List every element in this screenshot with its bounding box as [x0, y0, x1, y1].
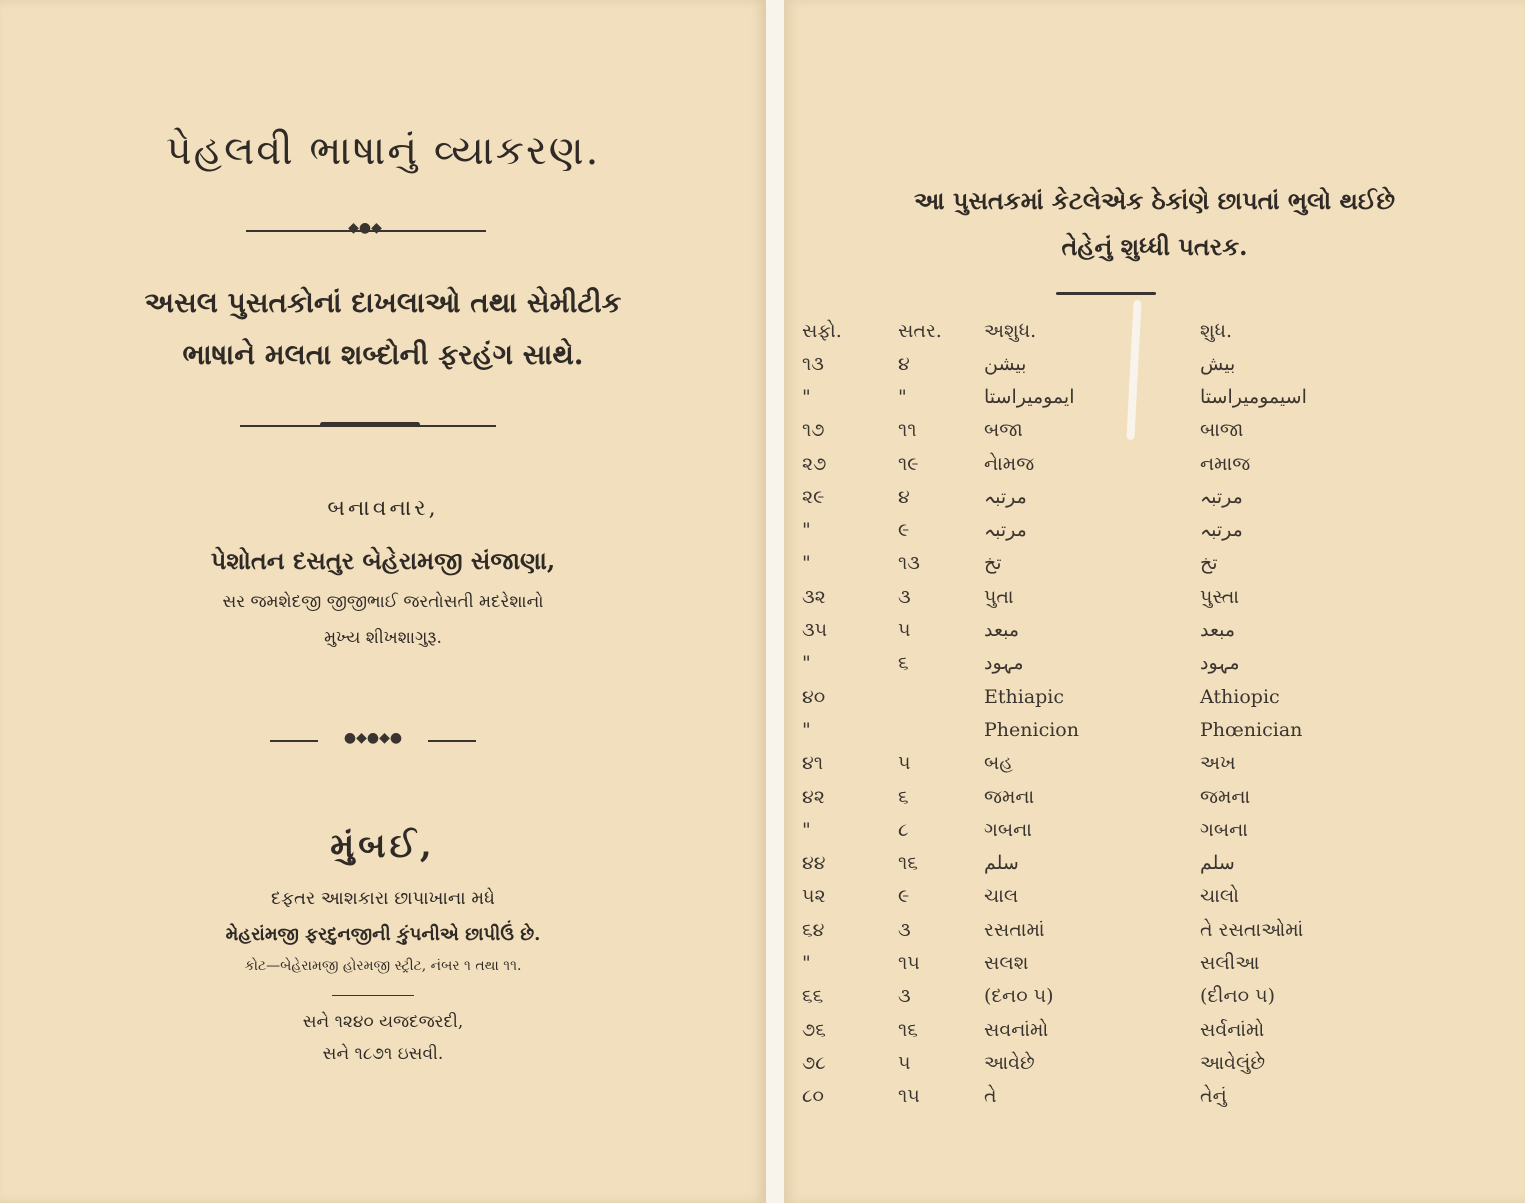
errata-row [802, 1013, 1500, 1046]
cell-line: ૯ [898, 885, 910, 908]
cell-correct: تخ [1200, 552, 1218, 575]
cell-line: ૫ [898, 752, 911, 775]
cell-correct: બાજા [1200, 419, 1244, 442]
cell-line: ૪ [898, 352, 910, 375]
right-page [784, 0, 1525, 1203]
cell-correct: بیش [1200, 352, 1236, 375]
cell-page: ૫૨ [802, 885, 826, 908]
cell-correct: Phœnician [1200, 718, 1303, 741]
errata-row [802, 946, 1500, 979]
cell-page: ૭૬ [802, 1018, 826, 1041]
cell-incorrect: ایمومیراستا [984, 385, 1075, 408]
author-role-line-1: સર જમશેદજી જીજીભાઈ જરતોસતી મદરેશાનો [222, 592, 544, 612]
date-line-1: સને ૧૨૪૦ યજદજરદી, [302, 1012, 464, 1032]
errata-row [802, 747, 1500, 780]
cell-incorrect: بیشن [984, 352, 1027, 375]
errata-row [802, 547, 1500, 580]
cell-page: ૪૦ [802, 685, 826, 708]
cell-page: " [802, 652, 811, 675]
page-gutter [766, 0, 784, 1203]
cell-line: ૩ [898, 585, 911, 608]
cell-correct: તે રસતાઓમાં [1200, 918, 1304, 941]
subtitle-line-1: અસલ પુસતકોનાં દાખલાઓ તથા સેમીટીક [144, 286, 622, 319]
cell-line: ૩ [898, 918, 911, 941]
cell-correct: પુસ્તા [1200, 585, 1239, 608]
errata-row [802, 414, 1500, 447]
cell-correct: નમાજ [1200, 452, 1251, 475]
header-correct: શુધ. [1200, 319, 1233, 342]
cell-page: ૧૭ [802, 419, 825, 442]
cell-page: ૬૬ [802, 985, 824, 1008]
header-line: સતર. [898, 319, 942, 342]
cell-correct: ગબના [1200, 818, 1248, 841]
errata-row [802, 613, 1500, 646]
cell-page: ૭૮ [802, 1051, 826, 1074]
cell-incorrect: مرتبہ [984, 485, 1027, 508]
cell-page: " [802, 519, 811, 542]
cell-incorrect: બહ [984, 752, 1013, 775]
cell-page: ૨૭ [802, 452, 827, 475]
errata-row [802, 680, 1500, 713]
cell-page: " [802, 552, 811, 575]
author-role-line-2: મુખ્ય શીખશાગુરૂ. [324, 628, 442, 648]
cell-page: ૮૦ [802, 1085, 824, 1108]
cell-correct: سلم [1200, 852, 1235, 875]
author-divider-ornament: ●◆●◆● [318, 730, 428, 746]
errata-heading-line-2: તેહેનું શુધ્ધી પતરક. [1061, 232, 1248, 261]
cell-correct: અખ [1200, 752, 1236, 775]
imprint-divider [332, 995, 414, 996]
cell-line [898, 680, 984, 713]
cell-incorrect: પુતા [984, 585, 1014, 608]
cell-incorrect: તે [984, 1085, 997, 1108]
cell-correct: જમના [1200, 785, 1251, 808]
errata-row [802, 780, 1500, 813]
cell-page: ૩૫ [802, 619, 828, 642]
cell-page: " [802, 951, 811, 974]
errata-row [802, 713, 1500, 746]
cell-line: ૮ [898, 818, 909, 841]
cell-incorrect: ચાલ [984, 885, 1019, 908]
cell-page: ૪૧ [802, 752, 824, 775]
cell-incorrect: تخ [984, 552, 1002, 575]
cell-incorrect: (દન૦ ૫) [984, 985, 1054, 1008]
cell-incorrect: આવેછે [984, 1051, 1035, 1074]
cell-correct: (દીન૦ ૫) [1200, 985, 1275, 1008]
subtitle-divider-thick [320, 422, 420, 427]
author-label: બનાવનાર, [327, 496, 439, 521]
cell-incorrect: Phenicion [984, 718, 1079, 741]
printer-address: કોટ—બેહેરામજી હોરમજી સ્ટ્રીટ, નંબર ૧ તથા ૧૧. [244, 958, 522, 974]
cell-incorrect: નેામજ [984, 452, 1035, 475]
cell-correct: Athiopic [1200, 685, 1280, 708]
errata-row [802, 980, 1500, 1013]
cell-line: ૯ [898, 519, 910, 542]
errata-row [802, 580, 1500, 613]
cell-page: ૧૩ [802, 352, 824, 375]
header-page: સફો. [802, 319, 842, 342]
cell-correct: اسیمومیراستا [1200, 385, 1307, 408]
cell-line: ૫ [898, 619, 911, 642]
date-line-2: સને ૧૮૭૧ ઇસવી. [322, 1044, 444, 1064]
errata-row [802, 480, 1500, 513]
cell-correct: આવેલુંછે [1200, 1051, 1266, 1074]
cell-incorrect: સલશ [984, 951, 1029, 974]
cell-correct: તેનું [1200, 1085, 1227, 1108]
cell-incorrect: જમના [984, 785, 1035, 808]
errata-header-row [802, 314, 1500, 347]
errata-row [802, 513, 1500, 546]
errata-row [802, 647, 1500, 680]
errata-row [802, 447, 1500, 480]
cell-page: ૩૨ [802, 585, 826, 608]
cell-correct: ચાલો [1200, 885, 1239, 908]
cell-incorrect: سلم [984, 852, 1019, 875]
cell-line: ૧૫ [898, 1085, 920, 1108]
cell-incorrect: રસતામાં [984, 918, 1045, 941]
cell-incorrect: مرتبہ [984, 519, 1027, 542]
cell-incorrect: مبعد [984, 619, 1020, 642]
cell-line: ૧૬ [898, 1018, 918, 1041]
cell-line: ૧૫ [898, 951, 920, 974]
cell-correct: સર્વનાંમો [1200, 1018, 1265, 1041]
title-divider-ornament: ◆●◆ [348, 220, 382, 236]
cell-correct: مہود [1200, 652, 1240, 675]
errata-row [802, 380, 1500, 413]
errata-row [802, 1080, 1500, 1113]
errata-divider [1056, 292, 1156, 295]
book-title: પેહલવી ભાષાનું વ્યાકરણ. [165, 128, 601, 174]
cell-page: ૨૯ [802, 485, 825, 508]
cell-correct: مرتبہ [1200, 485, 1243, 508]
cell-incorrect: مہود [984, 652, 1024, 675]
cell-line: ૧૯ [898, 452, 919, 475]
cell-correct: સલીઆ [1200, 951, 1260, 974]
cell-correct: مبعد [1200, 619, 1236, 642]
cell-page: " [802, 385, 811, 408]
cell-line: ૩ [898, 985, 911, 1008]
printer-line-1: દફતર આશકારા છાપાખાના મધે [271, 888, 495, 909]
city-name: મુંબઈ, [330, 826, 436, 866]
cell-line: ૬ [898, 785, 909, 808]
cell-line: ૧૩ [898, 552, 920, 575]
cell-correct: مرتبہ [1200, 519, 1243, 542]
cell-page: ૪૨ [802, 785, 825, 808]
cell-incorrect: સવનાંમો [984, 1018, 1049, 1041]
printer-line-2: મેહરાંમજી ફરદુનજીની કુંપનીએ છાપીઉં છે. [225, 924, 541, 945]
cell-line: ૧૬ [898, 852, 918, 875]
errata-row [802, 846, 1500, 879]
author-name: પેશોતન દસતુર બેહેરામજી સંજાણા, [210, 546, 556, 575]
cell-line: ૧૧ [898, 419, 917, 442]
errata-row [802, 880, 1500, 913]
cell-line: ૪ [898, 485, 910, 508]
cell-incorrect: Ethiapic [984, 685, 1065, 708]
subtitle-line-2: ભાષાને મલતા શબ્દોની ફરહંગ સાથે. [182, 338, 584, 371]
cell-page: " [802, 718, 811, 741]
cell-line [898, 713, 984, 746]
errata-row [802, 347, 1500, 380]
errata-row [802, 1046, 1500, 1079]
errata-row [802, 813, 1500, 846]
cell-incorrect: ગબના [984, 818, 1032, 841]
errata-table [802, 314, 1500, 1113]
cell-incorrect: બજા [984, 419, 1023, 442]
cell-page: " [802, 818, 811, 841]
cell-page: ૬૪ [802, 918, 825, 941]
errata-row [802, 913, 1500, 946]
cell-line: " [898, 385, 907, 408]
cell-line: ૬ [898, 652, 909, 675]
header-incorrect: અશુધ. [984, 319, 1037, 342]
cell-page: ૪૪ [802, 852, 826, 875]
cell-line: ૫ [898, 1051, 911, 1074]
errata-heading-line-1: આ પુસતકમાં કેટલેએક ઠેકાંણે છાપતાં ભુલો થઈછે [913, 186, 1396, 215]
